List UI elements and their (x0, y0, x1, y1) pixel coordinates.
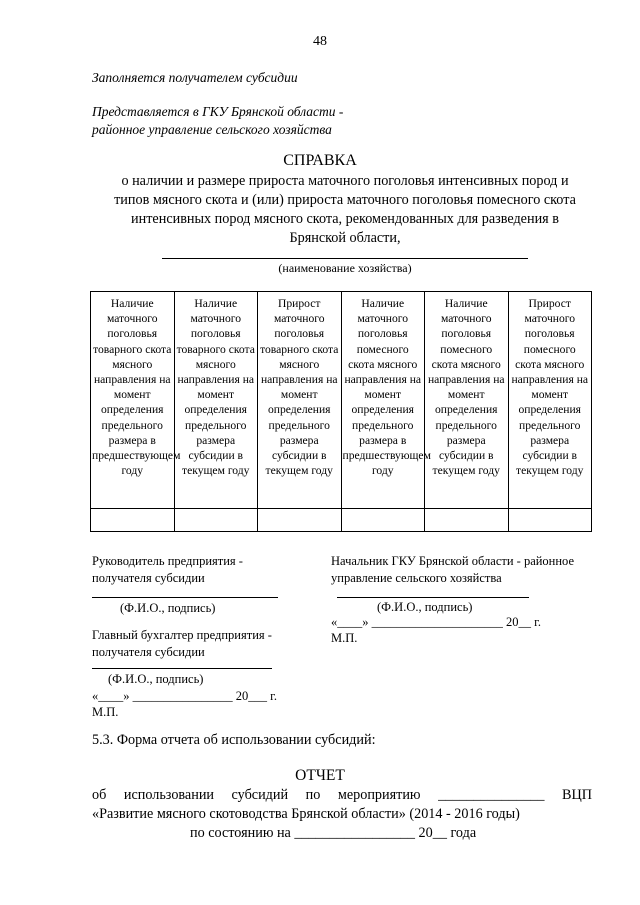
header-cell: Прирост маточного поголовья помесного скота мясного направления на момент определения предельного размера субсидии в текущем году (508, 292, 592, 509)
note-filled-by: Заполняется получателем субсидии (92, 70, 298, 85)
header-cell: Наличие маточного поголовья помесного скота мясного направления на момент определения предельного размера субсидии в текущем году (425, 292, 509, 509)
manager-fio-caption: (Ф.И.О., подпись) (120, 601, 216, 615)
report-word: об (92, 787, 107, 803)
head-signature-line[interactable] (337, 597, 529, 598)
date-line-right[interactable]: «____» _____________________ 20__ г. (331, 615, 541, 629)
header-cell: Наличие маточного поголовья помесного скота мясного направления на момент определения предельного размера в предшествующем году (341, 292, 425, 509)
accountant-label-line-1: Главный бухгалтер предприятия - (92, 628, 272, 642)
farm-name-line[interactable] (162, 258, 528, 259)
certificate-subtitle-line-1: о наличии и размере прироста маточного поголовья интенсивных пород и (121, 173, 569, 189)
data-cell[interactable] (258, 509, 342, 532)
head-label-line-1: Начальник ГКУ Брянской области - районное (331, 554, 575, 568)
section-heading: 5.3. Форма отчета об использовании субсидий: (92, 732, 376, 748)
certificate-title: СПРАВКА (283, 152, 357, 169)
header-cell: Наличие маточного поголовья товарного скота мясного направления на момент определения предельного размера в предшествующем году (91, 292, 175, 509)
header-cell: Наличие маточного поголовья товарного скота мясного направления на момент определения предельного размера субсидии в текущем году (174, 292, 258, 509)
page-number: 48 (313, 34, 327, 49)
data-cell[interactable] (508, 509, 592, 532)
report-title: ОТЧЕТ (295, 767, 345, 784)
certificate-subtitle-line-2: типов мясного скота и (или) прироста маточного поголовья помесного скота (114, 192, 576, 208)
report-word: субсидий (231, 787, 289, 803)
stamp-left: М.П. (92, 705, 119, 719)
manager-label-line-1: Руководитель предприятия - (92, 554, 243, 568)
head-fio-caption: (Ф.И.О., подпись) (377, 600, 473, 614)
data-cell[interactable] (91, 509, 175, 532)
note-submitted-to-line-2: районное управление сельского хозяйства (92, 122, 332, 137)
accountant-label-line-2: получателя субсидии (92, 645, 205, 659)
manager-label-line-2: получателя субсидии (92, 571, 205, 585)
certificate-subtitle-line-4: Брянской области, (289, 230, 401, 246)
certificate-subtitle-line-3: интенсивных пород мясного скота, рекомендованных для разведения в (131, 211, 559, 227)
livestock-table (90, 291, 592, 532)
data-cell[interactable] (341, 509, 425, 532)
report-word: мероприятию (337, 787, 421, 803)
report-word: использовании (123, 787, 214, 803)
report-word: по (305, 787, 321, 803)
accountant-fio-caption: (Ф.И.О., подпись) (108, 672, 204, 686)
report-word: ВЦП (562, 787, 592, 803)
data-cell[interactable] (174, 509, 258, 532)
report-line-1 (92, 786, 592, 805)
note-submitted-to-line-1: Представляется в ГКУ Брянской области - (92, 104, 344, 119)
report-line-2: «Развитие мясного скотоводства Брянской области» (2014 - 2016 годы) (92, 806, 520, 822)
report-blank[interactable]: _______________ (438, 787, 545, 803)
farm-name-caption: (наименование хозяйства) (278, 261, 412, 275)
manager-signature-line[interactable] (92, 597, 278, 598)
data-cell[interactable] (425, 509, 509, 532)
head-label-line-2: управление сельского хозяйства (331, 571, 502, 585)
report-line-3[interactable]: по состоянию на _________________ 20__ года (190, 825, 477, 841)
accountant-signature-line[interactable] (92, 668, 272, 669)
date-line-left[interactable]: «____» ________________ 20___ г. (92, 689, 277, 703)
header-cell: Прирост маточного поголовья товарного скота мясного направления на момент определения предельного размера субсидии в текущем году (258, 292, 342, 509)
stamp-right: М.П. (331, 631, 358, 645)
